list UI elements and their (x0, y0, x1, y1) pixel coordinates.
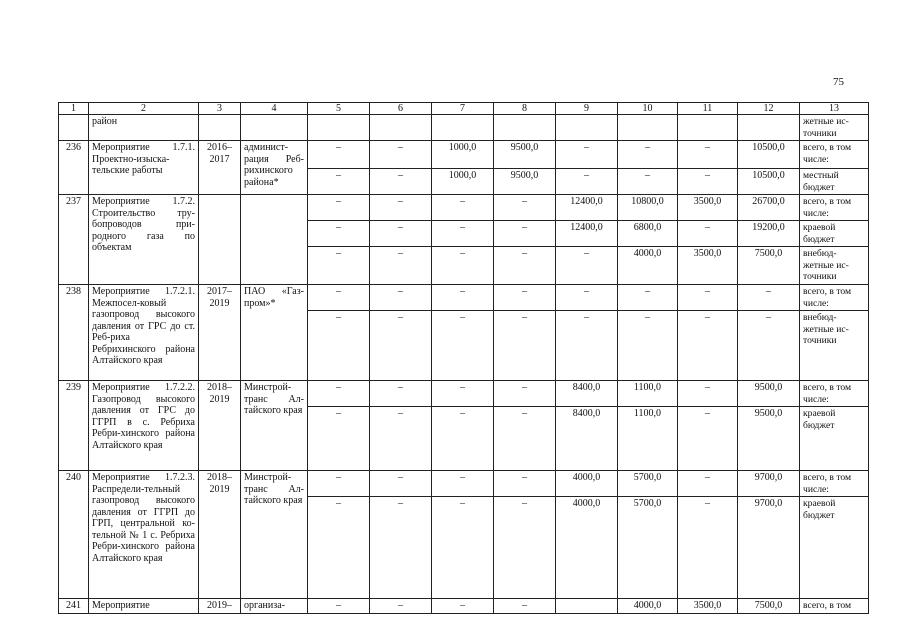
table-row (59, 471, 869, 497)
activity-name-cell: район (89, 115, 199, 141)
value-cell: – (432, 599, 494, 614)
value-cell: 19200,0 (738, 221, 800, 247)
value-cell: – (370, 381, 432, 407)
value-cell: 10500,0 (738, 169, 800, 195)
empty-cell (432, 115, 494, 141)
value-cell: 10500,0 (738, 141, 800, 169)
value-cell: 1100,0 (618, 407, 678, 471)
value-cell: 9500,0 (738, 381, 800, 407)
value-cell: – (370, 141, 432, 169)
table-row (59, 599, 869, 614)
table-body (59, 103, 869, 614)
program-table (58, 102, 869, 614)
value-cell: – (494, 599, 556, 614)
value-cell: – (618, 141, 678, 169)
funding-source-cell: краевой бюджет (800, 221, 869, 247)
activity-name-cell: Мероприятие 1.7.2.3. Распредели-тельный газопровод высокого давления от ГГРП до ГРП, центральной ко-тельной № 1 с. Ребриха Ребри-хинского района Алтайского края (89, 471, 199, 599)
value-cell: – (494, 407, 556, 471)
table-row (59, 141, 869, 169)
value-cell: – (678, 311, 738, 381)
activity-name-cell: Мероприятие 1.7.1. Проектно-изыска-тельские работы (89, 141, 199, 195)
column-header: 10 (618, 103, 678, 115)
value-cell: – (678, 497, 738, 599)
value-cell: 26700,0 (738, 195, 800, 221)
value-cell: – (556, 169, 618, 195)
value-cell: – (432, 497, 494, 599)
row-number-cell: 237 (59, 195, 89, 285)
value-cell: – (370, 285, 432, 311)
value-cell: – (494, 381, 556, 407)
value-cell: 3500,0 (678, 247, 738, 285)
value-cell: – (618, 285, 678, 311)
funding-source-cell: краевой бюджет (800, 497, 869, 599)
value-cell: 8400,0 (556, 407, 618, 471)
value-cell: 9500,0 (738, 407, 800, 471)
value-cell: – (370, 599, 432, 614)
period-cell: 2018–2019 (199, 471, 241, 599)
funding-source-cell: местный бюджет (800, 169, 869, 195)
column-header: 4 (241, 103, 308, 115)
page-number: 75 (833, 76, 844, 88)
value-cell: – (308, 497, 370, 599)
funding-source-cell: краевой бюджет (800, 407, 869, 471)
value-cell: 9500,0 (494, 169, 556, 195)
column-header: 3 (199, 103, 241, 115)
value-cell: 3500,0 (678, 195, 738, 221)
value-cell: – (556, 285, 618, 311)
value-cell: – (494, 497, 556, 599)
value-cell: 4000,0 (618, 599, 678, 614)
value-cell: 12400,0 (556, 195, 618, 221)
empty-cell (556, 115, 618, 141)
empty-cell (308, 115, 370, 141)
row-number-cell: 238 (59, 285, 89, 381)
value-cell: 4000,0 (556, 471, 618, 497)
executor-cell: ПАО «Газ-пром»* (241, 285, 308, 381)
value-cell: – (308, 311, 370, 381)
activity-name-cell: Мероприятие 1.7.2.1. Межпосел-ковый газопровод высокого давления от ГРС до ст. Реб-риха Ребрихинского района Алтайского края (89, 285, 199, 381)
value-cell: – (370, 169, 432, 195)
column-header: 12 (738, 103, 800, 115)
value-cell: – (678, 285, 738, 311)
funding-source-cell: всего, в том числе: (800, 195, 869, 221)
value-cell: 4000,0 (556, 497, 618, 599)
value-cell: – (432, 381, 494, 407)
value-cell: – (678, 381, 738, 407)
value-cell: – (494, 311, 556, 381)
value-cell (556, 599, 618, 614)
empty-cell (678, 115, 738, 141)
value-cell: 3500,0 (678, 599, 738, 614)
column-header: 11 (678, 103, 738, 115)
row-number-cell: 236 (59, 141, 89, 195)
value-cell: 10800,0 (618, 195, 678, 221)
funding-source-cell: всего, в том (800, 599, 869, 614)
value-cell: – (432, 407, 494, 471)
column-header: 8 (494, 103, 556, 115)
value-cell: 4000,0 (618, 247, 678, 285)
empty-cell (241, 115, 308, 141)
value-cell: – (308, 381, 370, 407)
value-cell: – (432, 195, 494, 221)
value-cell: 12400,0 (556, 221, 618, 247)
executor-cell: организа- (241, 599, 308, 614)
row-number-cell: 239 (59, 381, 89, 471)
funding-source-cell: всего, в том числе: (800, 285, 869, 311)
value-cell: – (308, 471, 370, 497)
value-cell: – (738, 285, 800, 311)
value-cell: – (738, 311, 800, 381)
value-cell: – (308, 285, 370, 311)
continuation-row (59, 115, 869, 141)
value-cell: – (678, 471, 738, 497)
activity-name-cell: Мероприятие 1.7.2. Строительство тру-бопроводов при-родного газа по объектам (89, 195, 199, 285)
value-cell: – (370, 407, 432, 471)
table-row (59, 285, 869, 311)
value-cell: – (308, 407, 370, 471)
funding-source-cell: внебюд-жетные ис-точники (800, 311, 869, 381)
period-cell: 2016–2017 (199, 141, 241, 195)
value-cell: 1100,0 (618, 381, 678, 407)
value-cell: 7500,0 (738, 599, 800, 614)
value-cell: – (678, 169, 738, 195)
value-cell: – (432, 471, 494, 497)
value-cell: – (370, 471, 432, 497)
value-cell: – (678, 221, 738, 247)
value-cell: 1000,0 (432, 141, 494, 169)
funding-source-cell: всего, в том числе: (800, 471, 869, 497)
value-cell: 9700,0 (738, 471, 800, 497)
value-cell: – (556, 311, 618, 381)
value-cell: – (494, 471, 556, 497)
value-cell: 9700,0 (738, 497, 800, 599)
value-cell: – (494, 247, 556, 285)
value-cell: – (370, 195, 432, 221)
value-cell: – (432, 221, 494, 247)
value-cell: – (494, 195, 556, 221)
funding-source-cell: внебюд-жетные ис-точники (800, 247, 869, 285)
value-cell: – (678, 141, 738, 169)
table-row (59, 381, 869, 407)
column-header: 7 (432, 103, 494, 115)
funding-source-cell: жетные ис-точники (800, 115, 869, 141)
row-number-cell: 241 (59, 599, 89, 614)
value-cell: – (618, 169, 678, 195)
value-cell: – (308, 247, 370, 285)
value-cell: – (432, 247, 494, 285)
row-number-cell: 240 (59, 471, 89, 599)
value-cell: – (370, 497, 432, 599)
empty-cell (494, 115, 556, 141)
activity-name-cell: Мероприятие 1.7.2.2. Газопровод высокого давления от ГРС до ГГРП в с. Ребриха Ребри-хинского района Алтайского края (89, 381, 199, 471)
table-row (59, 195, 869, 221)
value-cell: – (308, 221, 370, 247)
value-cell: – (308, 195, 370, 221)
value-cell: – (308, 141, 370, 169)
value-cell: – (370, 221, 432, 247)
executor-cell: Минстрой-транс Ал-тайского края (241, 381, 308, 471)
value-cell: 1000,0 (432, 169, 494, 195)
column-header: 6 (370, 103, 432, 115)
value-cell: – (432, 285, 494, 311)
value-cell: 5700,0 (618, 471, 678, 497)
value-cell: – (494, 285, 556, 311)
value-cell: 6800,0 (618, 221, 678, 247)
column-header: 1 (59, 103, 89, 115)
row-number-cell (59, 115, 89, 141)
empty-cell (738, 115, 800, 141)
period-cell: 2017–2019 (199, 285, 241, 381)
column-header: 5 (308, 103, 370, 115)
period-cell: 2018–2019 (199, 381, 241, 471)
empty-cell (618, 115, 678, 141)
value-cell: – (618, 311, 678, 381)
value-cell: – (556, 141, 618, 169)
value-cell: – (432, 311, 494, 381)
value-cell: 5700,0 (618, 497, 678, 599)
executor-cell: админист-рация Реб-рихинского района* (241, 141, 308, 195)
value-cell: – (370, 311, 432, 381)
header-row (59, 103, 869, 115)
executor-cell (241, 195, 308, 285)
value-cell: – (556, 247, 618, 285)
empty-cell (199, 115, 241, 141)
column-header: 9 (556, 103, 618, 115)
value-cell: – (308, 169, 370, 195)
column-header: 2 (89, 103, 199, 115)
period-cell (199, 195, 241, 285)
period-cell: 2019– (199, 599, 241, 614)
executor-cell: Минстрой-транс Ал-тайского края (241, 471, 308, 599)
value-cell: 8400,0 (556, 381, 618, 407)
value-cell: – (308, 599, 370, 614)
empty-cell (370, 115, 432, 141)
funding-source-cell: всего, в том числе: (800, 381, 869, 407)
value-cell: – (494, 221, 556, 247)
activity-name-cell: Мероприятие (89, 599, 199, 614)
column-header: 13 (800, 103, 869, 115)
value-cell: – (678, 407, 738, 471)
value-cell: 7500,0 (738, 247, 800, 285)
funding-source-cell: всего, в том числе: (800, 141, 869, 169)
value-cell: – (370, 247, 432, 285)
value-cell: 9500,0 (494, 141, 556, 169)
